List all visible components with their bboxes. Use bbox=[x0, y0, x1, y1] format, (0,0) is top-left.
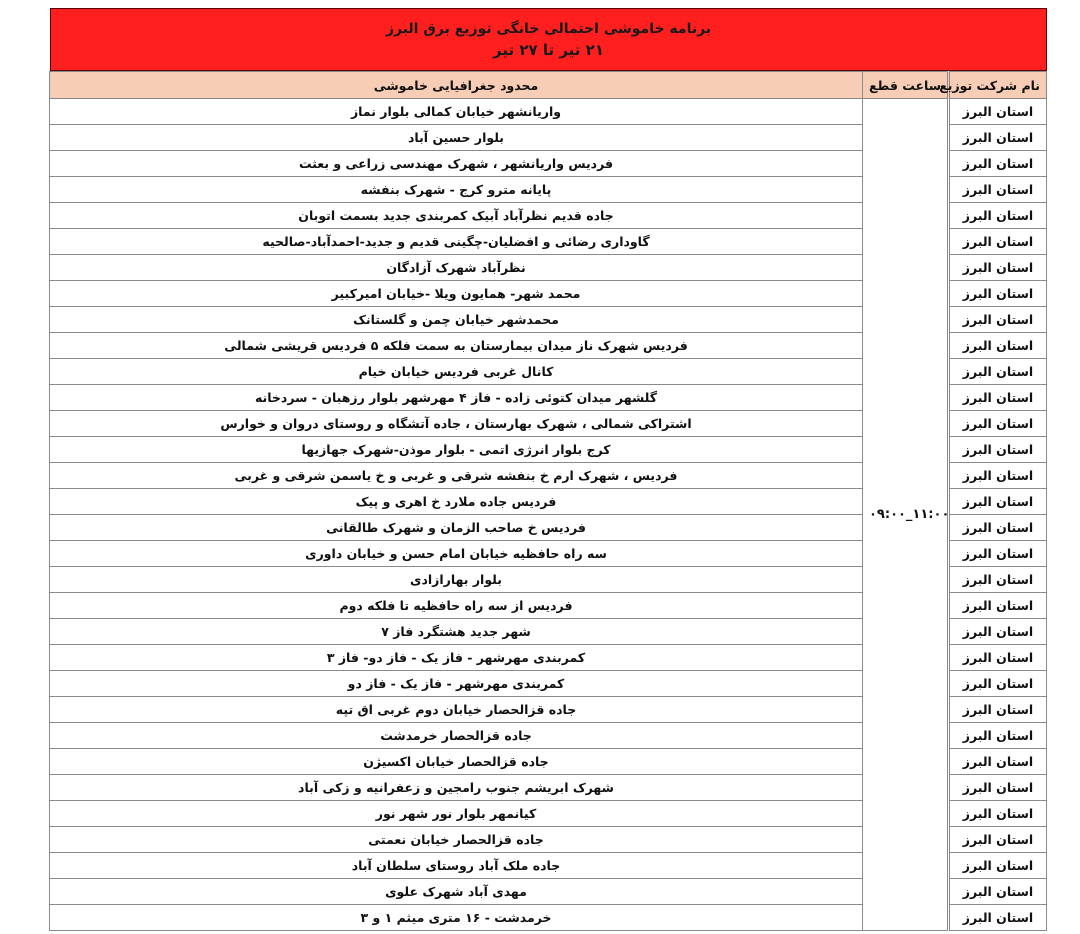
area-cell: کانال غربی فردیس خیابان خیام bbox=[50, 359, 863, 385]
area-cell: جاده قزالحصار خیابان اکسیژن bbox=[50, 749, 863, 775]
column-gap bbox=[948, 229, 950, 255]
column-gap bbox=[948, 697, 950, 723]
area-cell: کرج بلوار انرژی اتمی - بلوار موذن-شهرک جهازیها bbox=[50, 437, 863, 463]
company-cell: استان البرز bbox=[950, 99, 1047, 125]
area-cell: کمربندی مهرشهر - فاز یک - فاز دو bbox=[50, 671, 863, 697]
company-cell: استان البرز bbox=[950, 151, 1047, 177]
column-gap bbox=[948, 671, 950, 697]
area-cell: بلوار بهارازادی bbox=[50, 567, 863, 593]
area-cell: جاده قزالحصار خیابان دوم غربی اق تپه bbox=[50, 697, 863, 723]
column-gap bbox=[948, 463, 950, 489]
column-gap bbox=[948, 333, 950, 359]
company-cell: استان البرز bbox=[950, 749, 1047, 775]
company-cell: استان البرز bbox=[950, 645, 1047, 671]
column-gap bbox=[948, 619, 950, 645]
company-cell: استان البرز bbox=[950, 619, 1047, 645]
column-gap bbox=[948, 827, 950, 853]
outage-time-cell: ۰۹:۰۰_۱۱:۰۰ bbox=[863, 99, 948, 931]
schedule-title: برنامه خاموشی احتمالی خانگی توزیع برق البرز bbox=[385, 20, 712, 37]
area-cell: بلوار حسین آباد bbox=[50, 125, 863, 151]
date-range: ۲۱ تیر تا ۲۷ تیر bbox=[493, 40, 604, 59]
company-cell: استان البرز bbox=[950, 801, 1047, 827]
area-cell: اشتراکی شمالی ، شهرک بهارستان ، جاده آتشگاه و روستای دروان و خوارس bbox=[50, 411, 863, 437]
column-gap bbox=[948, 775, 950, 801]
area-cell: محمد شهر- همایون ویلا -خیابان امیرکبیر bbox=[50, 281, 863, 307]
column-gap bbox=[948, 307, 950, 333]
table-header-row bbox=[50, 72, 1047, 99]
area-cell: خرمدشت - ۱۶ متری میثم ۱ و ۳ bbox=[50, 905, 863, 931]
area-cell: شهرک ابریشم جنوب رامجین و زعفرانیه و زکی آباد bbox=[50, 775, 863, 801]
area-cell: گلشهر میدان کتوئی زاده - فاز ۴ مهرشهر بلوار رزهبان - سردخانه bbox=[50, 385, 863, 411]
area-cell: سه راه حافظیه خیابان امام حسن و خیابان داوری bbox=[50, 541, 863, 567]
column-gap bbox=[948, 749, 950, 775]
area-cell: شهر جدید هشتگرد فاز ۷ bbox=[50, 619, 863, 645]
company-cell: استان البرز bbox=[950, 853, 1047, 879]
column-gap bbox=[948, 125, 950, 151]
column-gap bbox=[948, 99, 950, 125]
company-cell: استان البرز bbox=[950, 411, 1047, 437]
column-gap bbox=[948, 645, 950, 671]
company-cell: استان البرز bbox=[950, 567, 1047, 593]
company-cell: استان البرز bbox=[950, 827, 1047, 853]
column-gap bbox=[948, 359, 950, 385]
company-cell: استان البرز bbox=[950, 203, 1047, 229]
company-cell: استان البرز bbox=[950, 281, 1047, 307]
area-cell: کیانمهر بلوار نور شهر نور bbox=[50, 801, 863, 827]
area-cell: کمربندی مهرشهر - فاز یک - فاز دو- فاز ۳ bbox=[50, 645, 863, 671]
company-cell: استان البرز bbox=[950, 489, 1047, 515]
column-gap bbox=[948, 879, 950, 905]
company-cell: استان البرز bbox=[950, 541, 1047, 567]
company-cell: استان البرز bbox=[950, 723, 1047, 749]
company-cell: استان البرز bbox=[950, 515, 1047, 541]
area-cell: نظرآباد شهرک آزادگان bbox=[50, 255, 863, 281]
area-cell: محمدشهر خیابان چمن و گلستانک bbox=[50, 307, 863, 333]
area-cell: پایانه مترو کرج - شهرک بنفشه bbox=[50, 177, 863, 203]
column-gap bbox=[948, 905, 950, 931]
area-cell: فردیس جاده ملارد خ اهری و پیک bbox=[50, 489, 863, 515]
column-gap bbox=[948, 437, 950, 463]
table-body bbox=[50, 99, 1047, 931]
table-row bbox=[50, 99, 1047, 125]
header-area: محدود جغرافیایی خاموشی bbox=[50, 72, 863, 99]
area-cell: جاده قزالحصار خیابان نعمتی bbox=[50, 827, 863, 853]
column-gap bbox=[948, 281, 950, 307]
area-cell: جاده ملک آباد روستای سلطان آباد bbox=[50, 853, 863, 879]
company-cell: استان البرز bbox=[950, 359, 1047, 385]
company-cell: استان البرز bbox=[950, 593, 1047, 619]
company-cell: استان البرز bbox=[950, 905, 1047, 931]
column-gap bbox=[948, 541, 950, 567]
outage-schedule-sheet bbox=[50, 8, 1047, 931]
company-cell: استان البرز bbox=[950, 437, 1047, 463]
company-cell: استان البرز bbox=[950, 177, 1047, 203]
area-cell: مهدی آباد شهرک علوی bbox=[50, 879, 863, 905]
company-cell: استان البرز bbox=[950, 671, 1047, 697]
column-gap bbox=[948, 723, 950, 749]
company-cell: استان البرز bbox=[950, 229, 1047, 255]
column-gap bbox=[948, 853, 950, 879]
area-cell: جاده قدیم نظرآباد آبیک کمربندی جدید بسمت اتوبان bbox=[50, 203, 863, 229]
column-gap bbox=[948, 385, 950, 411]
company-cell: استان البرز bbox=[950, 255, 1047, 281]
header-time: ساعت قطع bbox=[863, 72, 948, 99]
column-gap bbox=[948, 567, 950, 593]
area-cell: فردیس واریانشهر ، شهرک مهندسی زراعی و بعثت bbox=[50, 151, 863, 177]
company-cell: استان البرز bbox=[950, 125, 1047, 151]
column-gap bbox=[948, 203, 950, 229]
company-cell: استان البرز bbox=[950, 879, 1047, 905]
area-cell: فردیس شهرک ناز میدان بیمارستان به سمت فلکه ۵ فردیس قریشی شمالی bbox=[50, 333, 863, 359]
area-cell: گاوداری رضائی و افضلیان-چگینی قدیم و جدید-احمدآباد-صالحیه bbox=[50, 229, 863, 255]
column-gap bbox=[948, 411, 950, 437]
area-cell: فردیس خ صاحب الزمان و شهرک طالقانی bbox=[50, 515, 863, 541]
column-gap bbox=[948, 177, 950, 203]
header-company: نام شرکت توزیع bbox=[950, 72, 1047, 99]
company-cell: استان البرز bbox=[950, 463, 1047, 489]
area-cell: جاده قزالحصار خرمدشت bbox=[50, 723, 863, 749]
title-banner bbox=[50, 8, 1047, 71]
area-cell: واریانشهر خیابان کمالی بلوار نماز bbox=[50, 99, 863, 125]
company-cell: استان البرز bbox=[950, 697, 1047, 723]
company-cell: استان البرز bbox=[950, 385, 1047, 411]
column-gap bbox=[948, 151, 950, 177]
company-cell: استان البرز bbox=[950, 775, 1047, 801]
column-gap bbox=[948, 593, 950, 619]
area-cell: فردیس از سه راه حافظیه تا فلکه دوم bbox=[50, 593, 863, 619]
column-gap bbox=[948, 801, 950, 827]
area-cell: فردیس ، شهرک ارم خ بنفشه شرقی و غربی و خ یاسمن شرقی و غربی bbox=[50, 463, 863, 489]
column-gap bbox=[948, 255, 950, 281]
outage-table bbox=[49, 71, 1047, 931]
company-cell: استان البرز bbox=[950, 333, 1047, 359]
company-cell: استان البرز bbox=[950, 307, 1047, 333]
